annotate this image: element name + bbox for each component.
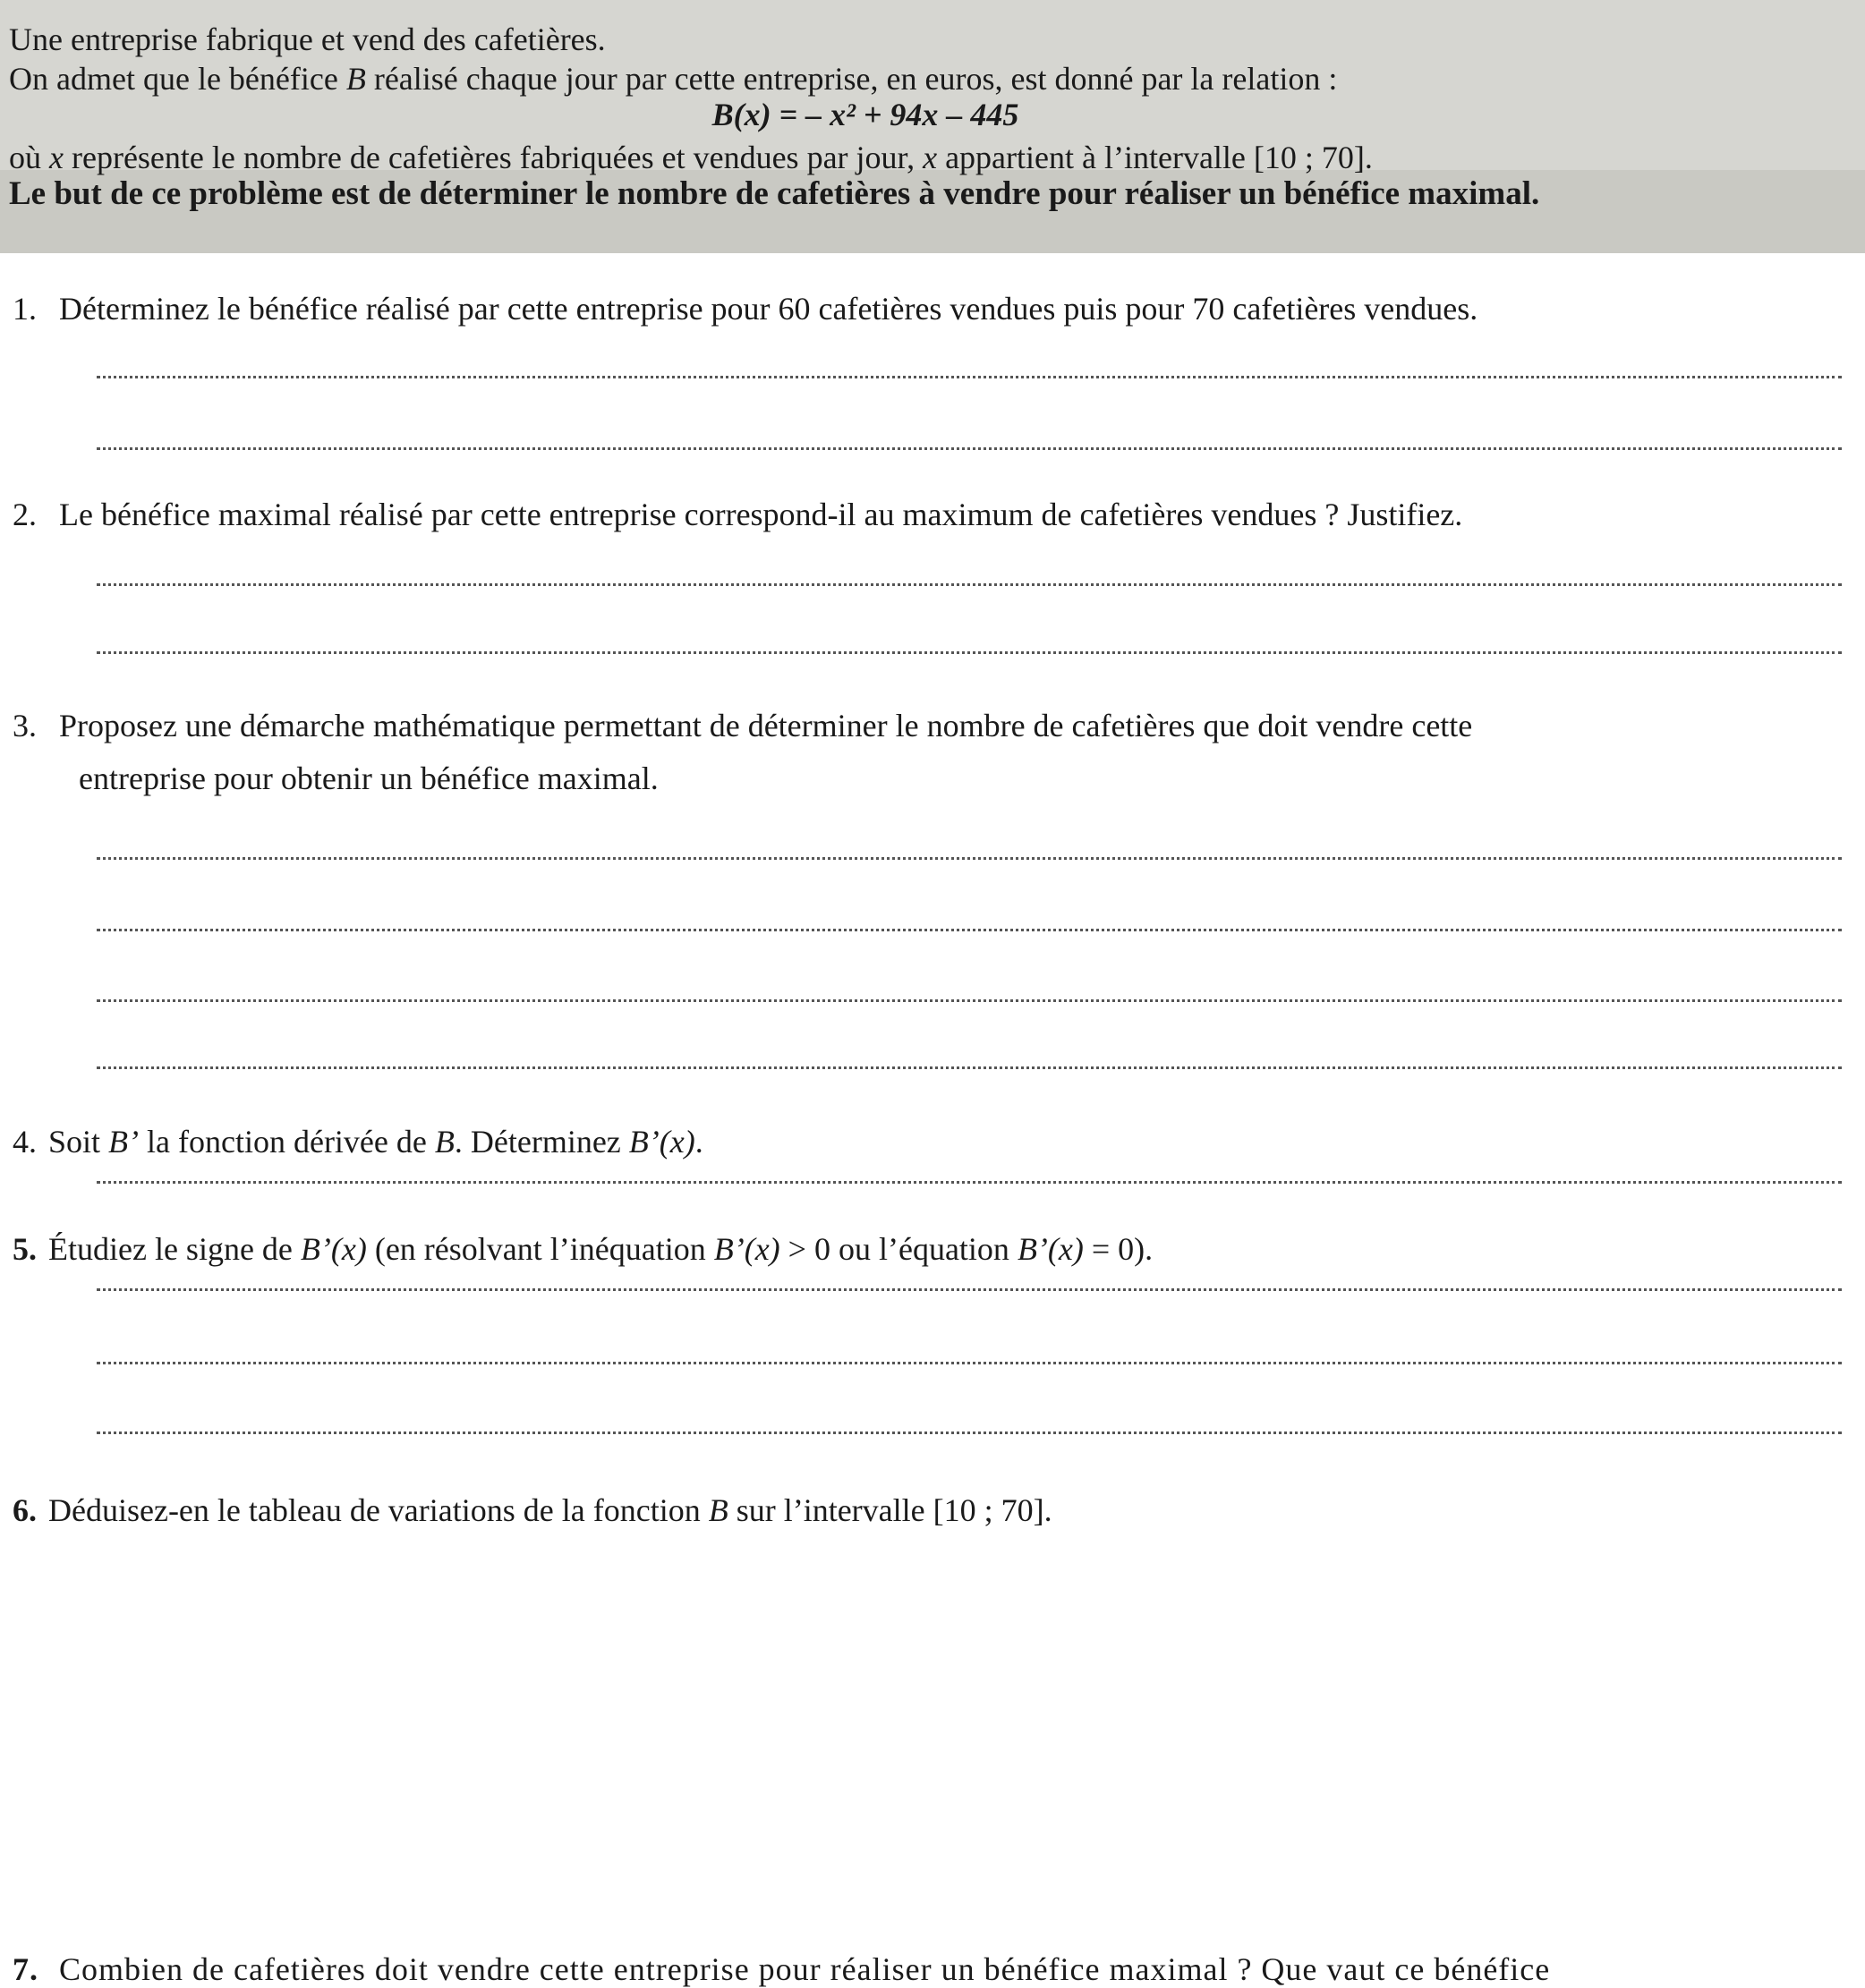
question-number: 5. <box>13 1231 37 1267</box>
question-number: 7. <box>13 1951 38 1987</box>
question-text: la fonction dérivée de <box>139 1124 435 1160</box>
profit-formula <box>0 98 1865 131</box>
intro-text: On admet que le bénéfice <box>9 61 346 97</box>
question-text: . Déterminez <box>454 1124 629 1160</box>
answer-line[interactable] <box>97 1432 1842 1434</box>
answer-line[interactable] <box>97 929 1842 931</box>
variable-b-prime-x: B’(x) <box>628 1124 695 1160</box>
intro-line-4 <box>9 141 1373 174</box>
answer-line[interactable] <box>97 857 1842 860</box>
intro-line-2 <box>9 63 1337 95</box>
question-4 <box>13 1126 703 1158</box>
question-number: 2. <box>13 497 37 532</box>
variable-b: B <box>708 1492 728 1528</box>
answer-line[interactable] <box>97 583 1842 586</box>
intro-text: réalisé chaque jour par cette entreprise, en euros, est donné par la relation : <box>365 61 1338 97</box>
question-text: sur l’intervalle [10 ; 70]. <box>728 1492 1052 1528</box>
answer-line[interactable] <box>97 1288 1842 1291</box>
answer-line[interactable] <box>97 447 1842 450</box>
question-5 <box>13 1233 1153 1265</box>
variable-b: B <box>434 1124 455 1160</box>
question-text: Étudiez le signe de <box>48 1231 301 1267</box>
question-text: Le bénéfice maximal réalisé par cette entreprise correspond-il au maximum de cafetières vendues ? Justifiez. <box>59 497 1463 532</box>
question-number: 6. <box>13 1492 37 1528</box>
intro-text: où <box>9 140 49 175</box>
variable-b-prime-x: B’(x) <box>713 1231 780 1267</box>
intro-text: représente le nombre de cafetières fabriquées et vendues par jour, <box>63 140 924 175</box>
answer-line[interactable] <box>97 1181 1842 1184</box>
formula-text: B(x) = – x² + 94x – 445 <box>711 97 1019 132</box>
problem-goal: Le but de ce problème est de déterminer le nombre de cafetières à vendre pour réaliser un bénéfice maximal. <box>9 175 1540 212</box>
question-text: Combien de cafetières doit vendre cette entreprise pour réaliser un bénéfice maximal ? Que vaut ce bénéfice <box>59 1951 1551 1987</box>
question-3-continued: entreprise pour obtenir un bénéfice maximal. <box>79 760 659 796</box>
variable-x: x <box>923 140 938 175</box>
variable-b-prime: B’ <box>108 1124 140 1160</box>
question-text: Soit <box>48 1124 109 1160</box>
variable-b-prime-x: B’(x) <box>1017 1231 1084 1267</box>
question-text: = 0). <box>1083 1231 1154 1267</box>
question-6 <box>13 1494 1052 1526</box>
question-number: 4. <box>13 1124 37 1160</box>
variable-b: B <box>345 61 366 97</box>
question-1 <box>13 293 1478 325</box>
question-number: 3. <box>13 708 37 743</box>
question-text: > 0 ou l’équation <box>779 1231 1018 1267</box>
answer-line[interactable] <box>97 1362 1842 1364</box>
question-text: Proposez une démarche mathématique permettant de déterminer le nombre de cafetières que doit vendre cette <box>59 708 1473 743</box>
question-text: Déduisez-en le tableau de variations de la fonction <box>48 1492 709 1528</box>
question-text: Déterminez le bénéfice réalisé par cette entreprise pour 60 cafetières vendues puis pour 70 cafetières vendues. <box>59 291 1478 327</box>
answer-line[interactable] <box>97 999 1842 1002</box>
question-text: . <box>694 1124 703 1160</box>
question-text: (en résolvant l’inéquation <box>366 1231 714 1267</box>
intro-text: appartient à l’intervalle [10 ; 70]. <box>937 140 1373 175</box>
question-number: 1. <box>13 291 37 327</box>
problem-statement <box>0 0 1865 253</box>
question-3 <box>13 709 1472 742</box>
answer-line[interactable] <box>97 376 1842 378</box>
variable-x: x <box>49 140 64 175</box>
answer-line[interactable] <box>97 1066 1842 1069</box>
variable-b-prime-x: B’(x) <box>300 1231 367 1267</box>
answer-line[interactable] <box>97 651 1842 654</box>
intro-line-1: Une entreprise fabrique et vend des cafetières. <box>9 21 606 57</box>
question-2 <box>13 498 1462 531</box>
